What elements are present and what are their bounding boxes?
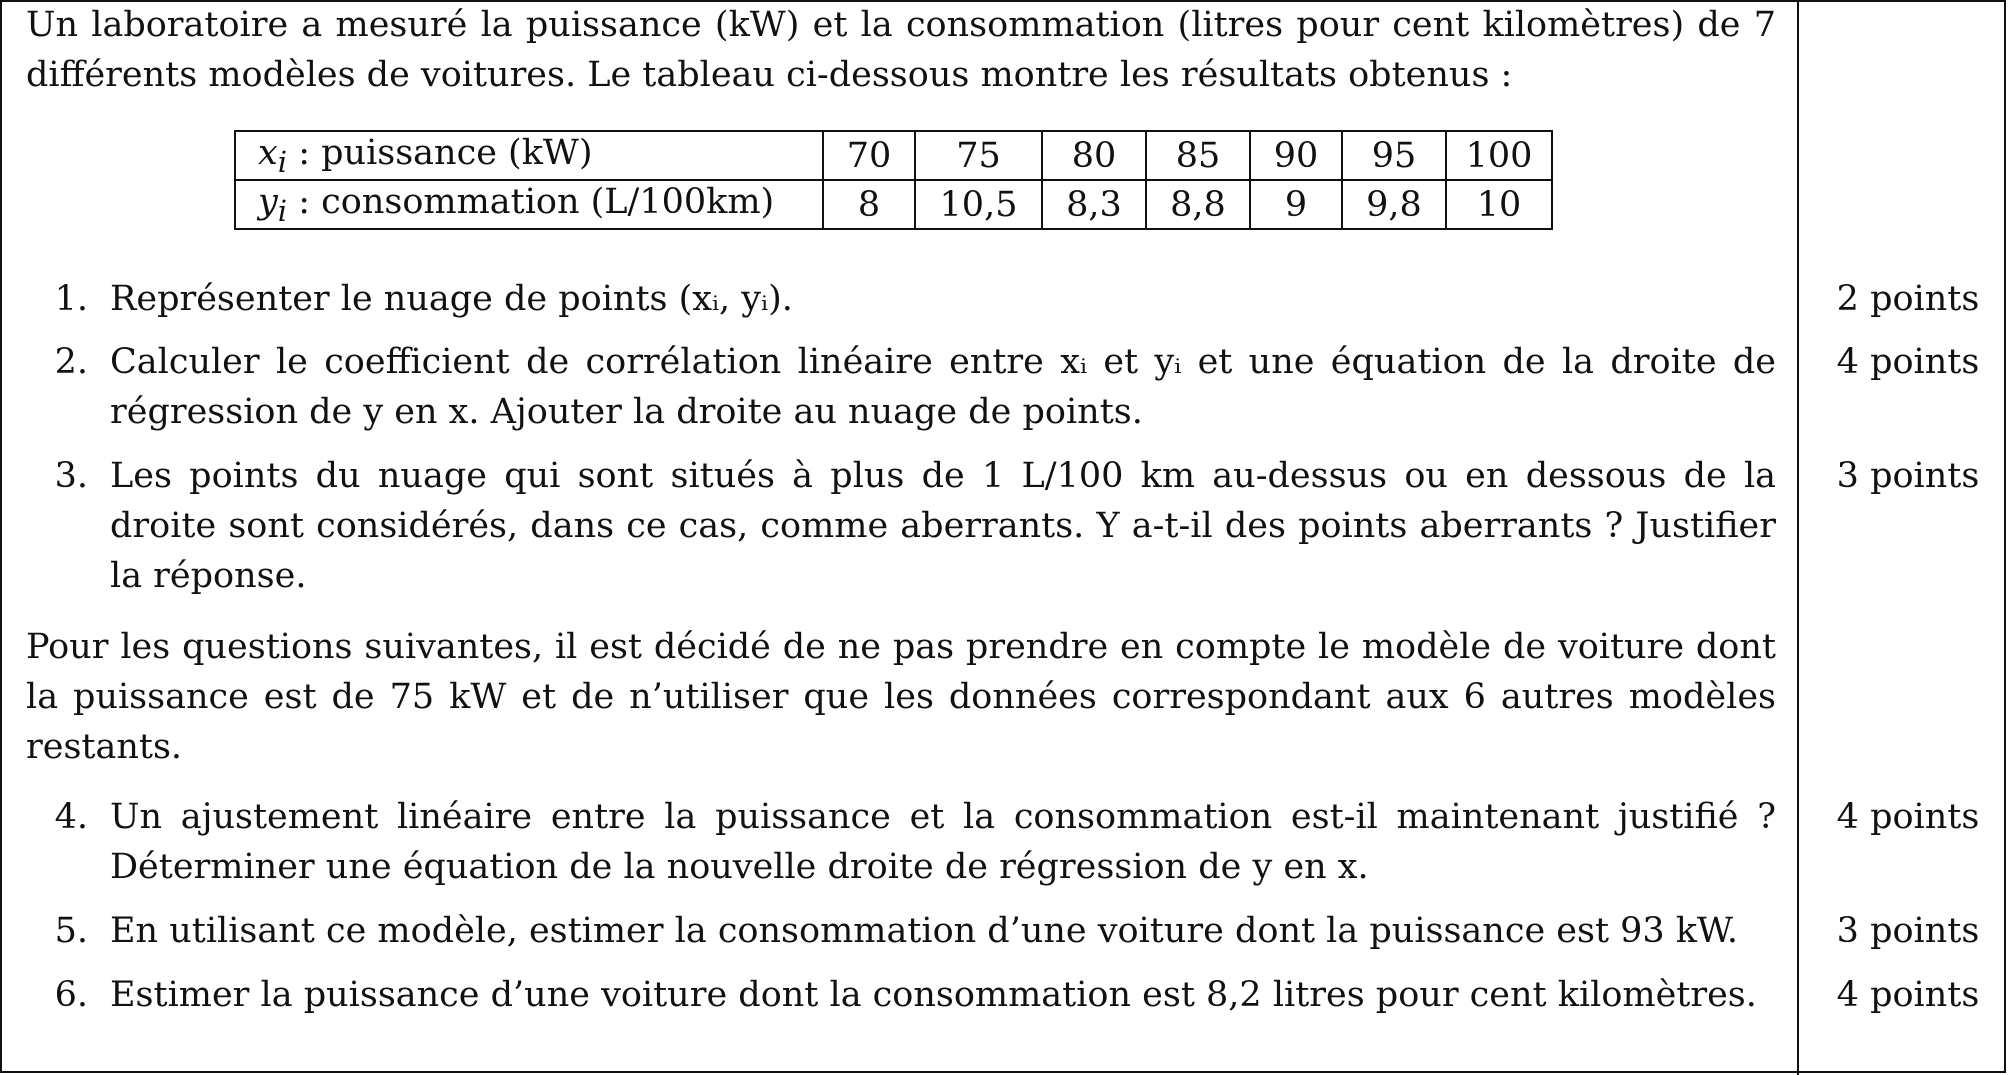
table-cell: 9,8 xyxy=(1342,180,1446,229)
question-6 xyxy=(26,970,1776,1020)
intro-paragraph: Un laboratoire a mesuré la puissance (kW) et la consommation (litres pour cent kilomètres) de 7 différents modèles de voitures. Le tableau ci-dessous montre les résultats obtenus : xyxy=(26,5,1776,95)
points-column-divider xyxy=(1797,0,1799,1075)
points-1: 2 points xyxy=(1836,279,1980,319)
sub-i: i xyxy=(277,144,288,179)
middle-paragraph: Pour les questions suivantes, il est décidé de ne pas prendre en compte le modèle de voiture dont la puissance est de 75 kW et de n’utiliser que les données correspondant aux 6 autres modèles restants. xyxy=(26,627,1776,767)
question-text: Un ajustement linéaire entre la puissance et la consommation est-il maintenant justifié ? Déterminer une équation de la nouvelle droite de régression de y en x. xyxy=(110,797,1776,887)
question-5 xyxy=(26,906,1776,956)
table-cell: 9 xyxy=(1250,180,1342,229)
label-text: : puissance (kW) xyxy=(287,132,593,173)
table-cell: 8,3 xyxy=(1042,180,1146,229)
question-text: En utilisant ce modèle, estimer la consommation d’une voiture dont la puissance est 93 kW. xyxy=(110,911,1738,951)
table-cell: 80 xyxy=(1042,131,1146,180)
data-table xyxy=(234,130,1553,230)
question-number: 3. xyxy=(54,456,88,496)
table-cell: 75 xyxy=(915,131,1042,180)
question-4 xyxy=(26,792,1776,892)
table-row xyxy=(235,180,1552,229)
question-1 xyxy=(26,274,1776,324)
points-6: 4 points xyxy=(1836,975,1980,1015)
sub-i: i xyxy=(277,193,288,228)
var-y: y xyxy=(258,181,278,222)
table-cell: 100 xyxy=(1446,131,1552,180)
question-number: 6. xyxy=(54,975,88,1015)
table-cell: 70 xyxy=(823,131,915,180)
question-number: 1. xyxy=(54,279,88,319)
question-2 xyxy=(26,337,1776,437)
row-label-consumption xyxy=(235,180,823,229)
table-cell: 10 xyxy=(1446,180,1552,229)
table-cell: 8,8 xyxy=(1146,180,1250,229)
points-4: 4 points xyxy=(1836,797,1980,837)
question-number: 2. xyxy=(54,342,88,382)
var-x: x xyxy=(258,132,278,173)
row-label-power xyxy=(235,131,823,180)
table-cell: 95 xyxy=(1342,131,1446,180)
points-3: 3 points xyxy=(1836,456,1980,496)
question-number: 5. xyxy=(54,911,88,951)
question-text: Calculer le coefficient de corrélation linéaire entre xᵢ et yᵢ et une équation de la droite de régression de y en x. Ajouter la droite au nuage de points. xyxy=(110,342,1776,432)
table-cell: 85 xyxy=(1146,131,1250,180)
table-cell: 10,5 xyxy=(915,180,1042,229)
question-text: Estimer la puissance d’une voiture dont la consommation est 8,2 litres pour cent kilomètres. xyxy=(110,975,1757,1015)
question-text: Les points du nuage qui sont situés à plus de 1 L/100 km au-dessus ou en dessous de la droite sont considérés, dans ce cas, comme aberrants. Y a-t-il des points aberrants ? Justifier la réponse. xyxy=(110,456,1776,596)
table-row xyxy=(235,131,1552,180)
points-5: 3 points xyxy=(1836,911,1980,951)
table-cell: 90 xyxy=(1250,131,1342,180)
question-text: Représenter le nuage de points (xᵢ, yᵢ). xyxy=(110,279,793,319)
table-cell: 8 xyxy=(823,180,915,229)
label-text: : consommation (L/100km) xyxy=(287,181,775,222)
question-number: 4. xyxy=(54,797,88,837)
points-2: 4 points xyxy=(1836,342,1980,382)
question-3 xyxy=(26,451,1776,601)
